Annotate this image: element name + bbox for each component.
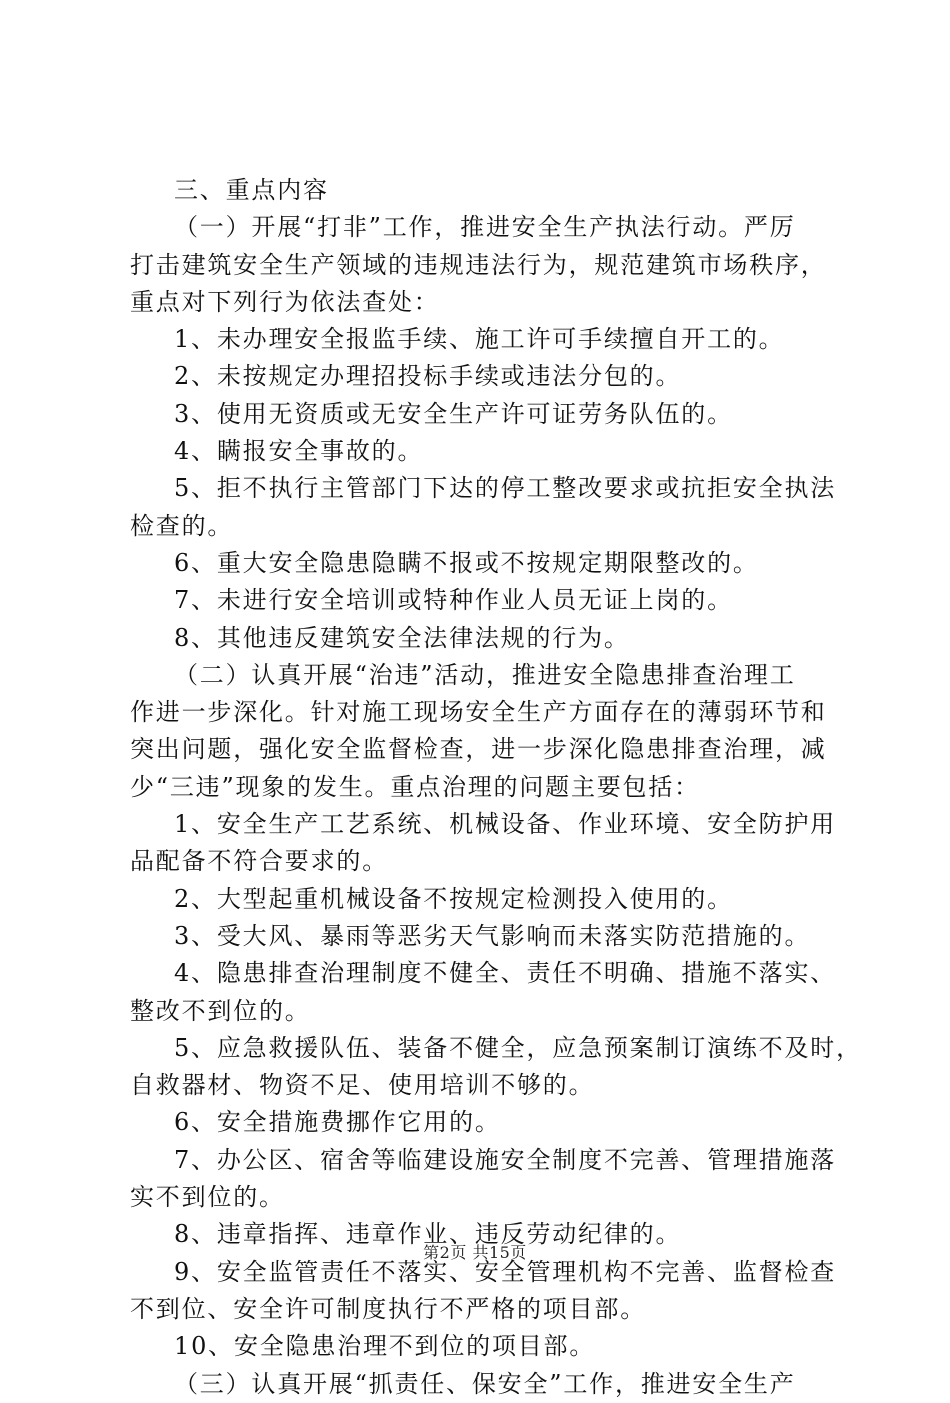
text-line: （三）认真开展“抓责任、保安全”工作，推进安全生产	[174, 1369, 796, 1398]
text-line: 品配备不符合要求的。	[130, 847, 388, 876]
text-line: 检查的。	[130, 511, 234, 540]
text-line: 三、重点内容	[174, 176, 329, 204]
text-line: 10、安全隐患治理不到位的项目部。	[174, 1332, 596, 1361]
text-line: （二）认真开展“治违”活动，推进安全隐患排查治理工	[174, 660, 796, 689]
text-line: 3、受大风、暴雨等恶劣天气影响而未落实防范措施的。	[174, 921, 811, 950]
text-line: 1、安全生产工艺系统、机械设备、作业环境、安全防护用	[174, 810, 837, 839]
text-line: 实不到位的。	[130, 1183, 285, 1212]
text-line: 7、未进行安全培训或特种作业人员无证上岗的。	[174, 586, 733, 615]
text-line: 突出问题，强化安全监督检查，进一步深化隐患排查治理，减	[130, 735, 827, 764]
text-line: 9、安全监管责任不落实、安全管理机构不完善、监督检查	[174, 1257, 837, 1286]
text-line: 8、其他违反建筑安全法律法规的行为。	[174, 623, 630, 652]
text-line: 8、违章指挥、违章作业、违反劳动纪律的。	[174, 1220, 682, 1249]
text-line: 少“三违”现象的发生。重点治理的问题主要包括：	[130, 772, 700, 801]
text-line: 打击建筑安全生产领域的违规违法行为，规范建筑市场秩序，	[130, 250, 827, 279]
text-line: 自救器材、物资不足、使用培训不够的。	[130, 1071, 595, 1100]
text-line: （一）开展“打非”工作，推进安全生产执法行动。严厉	[174, 213, 796, 242]
text-line: 3、使用无资质或无安全生产许可证劳务队伍的。	[174, 399, 733, 428]
document-body	[130, 172, 862, 1403]
text-line: 2、未按规定办理招投标手续或违法分包的。	[174, 362, 682, 391]
text-line: 4、瞒报安全事故的。	[174, 437, 424, 466]
text-line: 5、拒不执行主管部门下达的停工整改要求或抗拒安全执法	[174, 474, 837, 503]
text-line: 2、大型起重机械设备不按规定检测投入使用的。	[174, 884, 733, 913]
text-line: 7、办公区、宿舍等临建设施安全制度不完善、管理措施落	[174, 1145, 837, 1174]
text-line: 4、隐患排查治理制度不健全、责任不明确、措施不落实、	[174, 959, 837, 988]
text-line: 重点对下列行为依法查处：	[130, 287, 440, 316]
text-line: 6、重大安全隐患隐瞒不报或不按规定期限整改的。	[174, 548, 759, 577]
text-line: 整改不到位的。	[130, 996, 311, 1025]
text-line: 不到位、安全许可制度执行不严格的项目部。	[130, 1294, 646, 1323]
text-line: 作进一步深化。针对施工现场安全生产方面存在的薄弱环节和	[130, 698, 827, 727]
text-line: 5、应急救援队伍、装备不健全，应急预案制订演练不及时，	[174, 1033, 862, 1062]
page-number-footer: 第2页 共15页	[423, 1243, 527, 1262]
text-line: 6、安全措施费挪作它用的。	[174, 1108, 501, 1137]
text-line: 1、未办理安全报监手续、施工许可手续擅自开工的。	[174, 325, 785, 354]
